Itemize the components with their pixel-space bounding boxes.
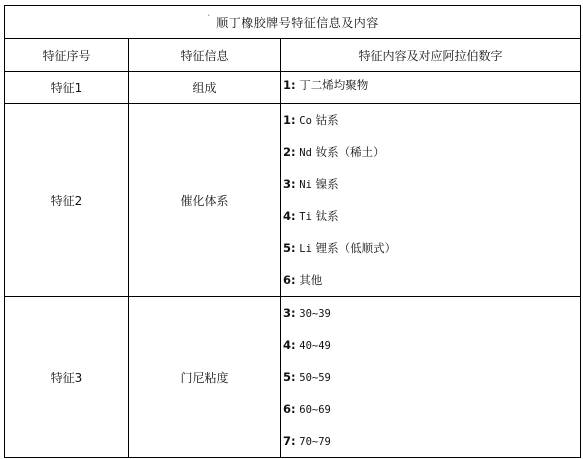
option-number: 5:	[283, 241, 296, 255]
header-feature-info: 特征信息	[129, 39, 281, 72]
header-row	[5, 39, 581, 72]
table-row	[5, 297, 581, 458]
option-text: 钕系（稀土）	[315, 145, 385, 159]
option-item	[283, 393, 580, 425]
header-feature-content: 特征内容及对应阿拉伯数字	[281, 39, 581, 72]
option-item	[283, 329, 580, 361]
option-code: Nd	[299, 147, 312, 159]
option-item	[283, 361, 580, 393]
table-title: 顺丁橡胶牌号特征信息及内容	[216, 15, 379, 30]
option-item	[283, 425, 580, 457]
option-text: 锂系（低顺式）	[315, 241, 397, 255]
feature-info: 催化体系	[129, 104, 281, 297]
feature-id: 特征2	[5, 104, 129, 297]
option-number: 6:	[283, 402, 296, 416]
option-item	[283, 104, 580, 136]
option-number: 2:	[283, 145, 296, 159]
feature-info: 组成	[129, 72, 281, 104]
option-code: Co	[299, 115, 312, 127]
feature-info: 门尼粘度	[129, 297, 281, 458]
option-item	[283, 232, 580, 264]
title-mark: `	[207, 13, 212, 23]
table-title-cell	[5, 6, 581, 39]
option-range: 40~49	[299, 340, 331, 352]
feature-id: 特征3	[5, 297, 129, 458]
option-text: 丁二烯均聚物	[299, 78, 369, 92]
table-row	[5, 104, 581, 297]
option-text: 钴系	[315, 113, 339, 127]
option-text: 钛系	[315, 209, 339, 223]
option-code: Ti	[299, 211, 312, 223]
option-range: 30~39	[299, 308, 331, 320]
feature-options	[281, 72, 581, 104]
option-number: 4:	[283, 338, 296, 352]
option-number: 1:	[283, 113, 296, 127]
option-code: Li	[299, 243, 312, 255]
option-item	[283, 72, 580, 103]
option-number: 4:	[283, 209, 296, 223]
table-row	[5, 72, 581, 104]
feature-options	[281, 104, 581, 297]
option-range: 50~59	[299, 372, 331, 384]
feature-options	[281, 297, 581, 458]
option-text: 镍系	[315, 177, 339, 191]
option-text: 其他	[299, 273, 323, 287]
option-item	[283, 168, 580, 200]
option-range: 70~79	[299, 436, 331, 448]
option-number: 3:	[283, 177, 296, 191]
feature-id: 特征1	[5, 72, 129, 104]
option-number: 3:	[283, 306, 296, 320]
option-item	[283, 297, 580, 329]
option-number: 6:	[283, 273, 296, 287]
option-code: Ni	[299, 179, 312, 191]
option-number: 5:	[283, 370, 296, 384]
option-number: 1:	[283, 78, 296, 92]
option-number: 7:	[283, 434, 296, 448]
option-item	[283, 264, 580, 296]
header-feature-id: 特征序号	[5, 39, 129, 72]
option-range: 60~69	[299, 404, 331, 416]
feature-table	[4, 5, 581, 458]
option-item	[283, 200, 580, 232]
option-item	[283, 136, 580, 168]
